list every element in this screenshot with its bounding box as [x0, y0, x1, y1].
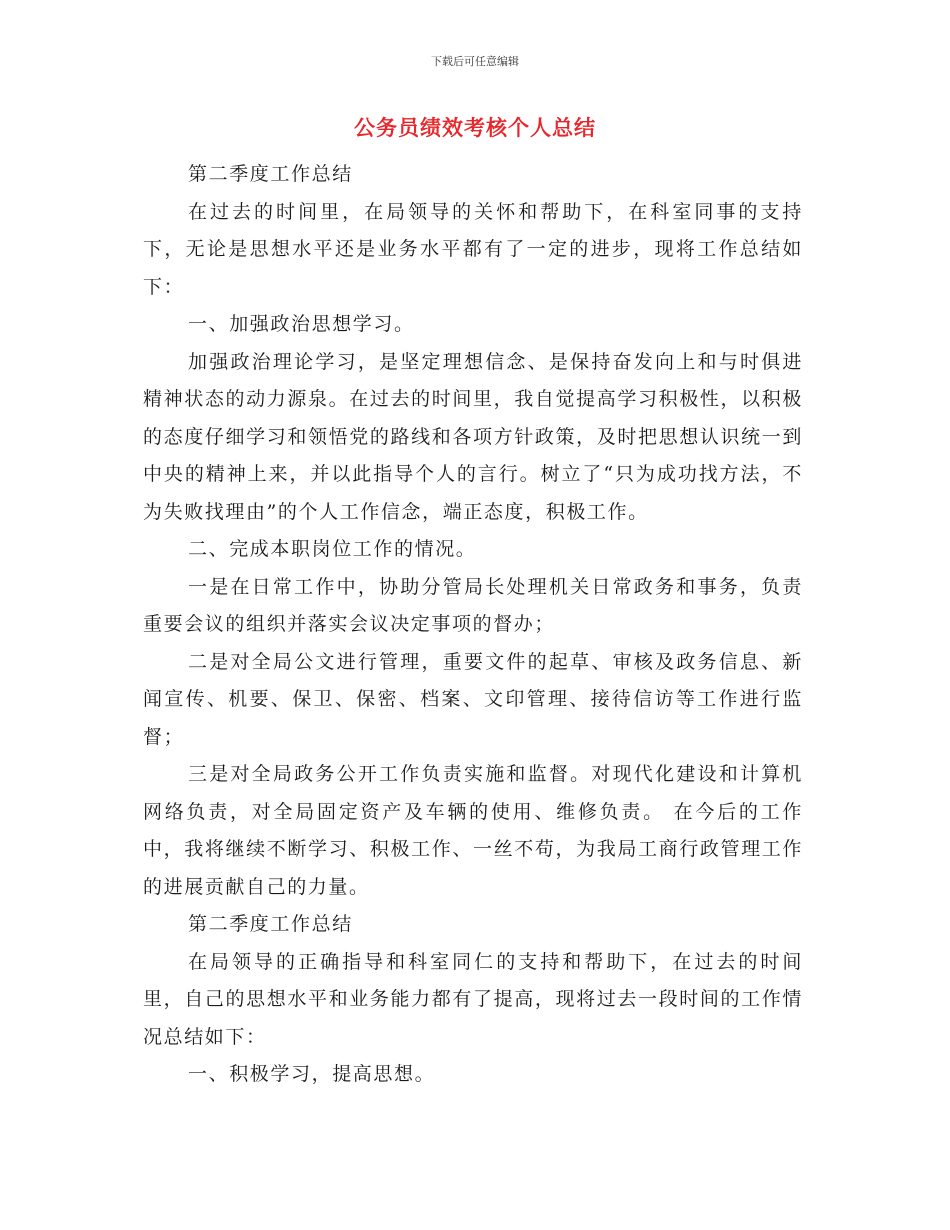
paragraph-heading-3: 一、积极学习，提高思想。	[188, 1063, 436, 1085]
paragraph-intro: 在过去的时间里，在局领导的关怀和帮助下，在科室同事的支持下，无论是思想水平还是业务水平都有了一定的进步，现将工作总结如下：	[143, 200, 803, 298]
paragraph-intro-2: 在局领导的正确指导和科室同仁的支持和帮助下，在过去的时间里，自己的思想水平和业务能力都有了提高，现将过去一段时间的工作情况总结如下：	[143, 950, 803, 1048]
document-title: 公务员绩效考核个人总结	[354, 116, 596, 140]
document-body	[143, 156, 803, 1094]
paragraph-heading-1: 一、加强政治思想学习。	[188, 313, 415, 335]
header-note: 下载后可任意编辑	[431, 55, 519, 68]
paragraph-section-heading-2: 第二季度工作总结	[188, 913, 353, 935]
paragraph-political-study: 加强政治理论学习，是坚定理想信念、是保持奋发向上和与时俱进精神状态的动力源泉。在过去的时间里，我自觉提高学习积极性，以积极的态度仔细学习和领悟党的路线和各项方针政策，及时把思想认识统一到中央的精神上来，并以此指导个人的言行。树立了“只为成功找方法，不为失败找理由”的个人工作信念，端正态度，积极工作。	[143, 350, 803, 523]
paragraph-duty-3: 三是对全局政务公开工作负责实施和监督。对现代化建设和计算机网络负责，对全局固定资产及车辆的使用、维修负责。 在今后的工作中，我将继续不断学习、积极工作、一丝不苟，为我局工商行政管理工作的进展贡献自己的力量。	[143, 763, 803, 898]
paragraph-duty-2: 二是对全局公文进行管理，重要文件的起草、审核及政务信息、新闻宣传、机要、保卫、保密、档案、文印管理、接待信访等工作进行监督；	[143, 650, 803, 748]
paragraph-section-heading: 第二季度工作总结	[188, 163, 353, 185]
paragraph-heading-2: 二、完成本职岗位工作的情况。	[188, 538, 477, 560]
paragraph-duty-1: 一是在日常工作中，协助分管局长处理机关日常政务和事务，负责重要会议的组织并落实会议决定事项的督办；	[143, 575, 803, 635]
